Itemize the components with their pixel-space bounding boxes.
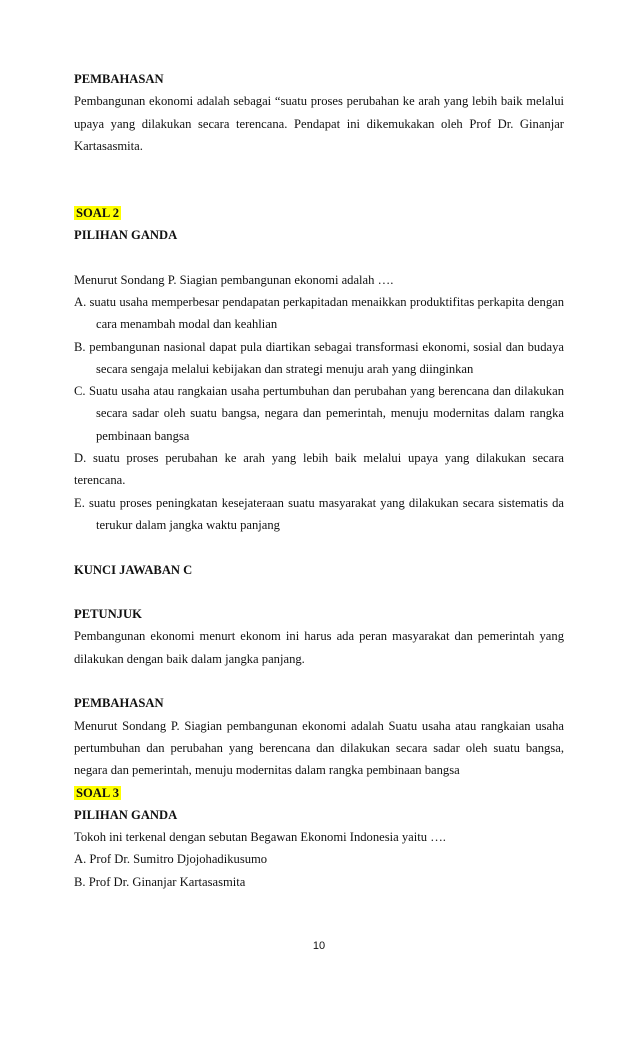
petunjuk-text: Pembangunan ekonomi menurt ekonom ini harus ada peran masyarakat dan pemerintah yang dilakukan dengan baik dalam jangka panjang.: [74, 629, 564, 666]
soal-2-question: Menurut Sondang P. Siagian pembangunan ekonomi adalah ….: [74, 272, 394, 287]
spacer: [74, 157, 564, 202]
soal-2-option-e: E. suatu proses peningkatan kesejateraan suatu masyarakat yang dilakukan secara sistematis da terukur dalam jangka waktu panjang: [74, 495, 564, 532]
soal-3-question: Tokoh ini terkenal dengan sebutan Begawan Ekonomi Indonesia yaitu ….: [74, 830, 446, 845]
spacer: [74, 246, 564, 268]
page-content: [74, 68, 564, 893]
pembahasan-text: Pembangunan ekonomi adalah sebagai “suatu proses perubahan ke arah yang lebih baik melalui upaya yang dilakukan secara terencana. Pendapat ini dikemukakan oleh Prof Dr. Ginanjar Kartasasmita.: [74, 94, 564, 153]
soal-2-label-line: [74, 202, 564, 224]
soal-2-label: SOAL 2: [76, 205, 120, 220]
soal-3-type: PILIHAN GANDA: [74, 807, 178, 822]
soal-2-option-d: D. suatu proses perubahan ke arah yang lebih baik melalui upaya yang dilakukan secara terencana.: [74, 451, 564, 488]
soal-3-option-b: B. Prof Dr. Ginanjar Kartasasmita: [74, 874, 246, 889]
soal-3-option-a: A. Prof Dr. Sumitro Djojohadikusumo: [74, 852, 268, 867]
spacer: [74, 581, 564, 603]
soal-3-label: SOAL 3: [76, 785, 120, 800]
petunjuk-heading: PETUNJUK: [74, 607, 142, 622]
soal-2-option-b: B. pembangunan nasional dapat pula diartikan sebagai transformasi ekonomi, sosial dan budaya secara sengaja melalui kebijakan dan strategi menuju arah yang diinginkan: [74, 339, 564, 376]
page-number: 10: [312, 940, 326, 952]
soal-3-label-line: [74, 782, 564, 804]
answer-key: KUNCI JAWABAN C: [74, 562, 193, 577]
pembahasan-heading: PEMBAHASAN: [74, 72, 164, 86]
soal-2-option-c: C. Suatu usaha atau rangkaian usaha pertumbuhan dan perubahan yang berencana dan dilakukan secara sadar oleh suatu bangsa, negara dan pemerintah, menuju modernitas dalam rangka pembinaan bangsa: [74, 384, 564, 443]
soal-2-type: PILIHAN GANDA: [74, 228, 178, 243]
spacer: [74, 536, 564, 558]
pembahasan-2-text: Menurut Sondang P. Siagian pembangunan ekonomi adalah Suatu usaha atau rangkaian usaha pertumbuhan dan perubahan yang berencana dan dilakukan secara sadar oleh suatu bangsa, negara dan pemerintah, menuju modernitas dalam rangka pembinaan bangsa: [74, 718, 564, 778]
soal-2-option-a: A. suatu usaha memperbesar pendapatan perkapitadan menaikkan produktifitas perkapita dengan cara menambah modal dan keahlian: [74, 294, 564, 332]
spacer: [74, 670, 564, 692]
pembahasan-2-heading: PEMBAHASAN: [74, 696, 164, 711]
